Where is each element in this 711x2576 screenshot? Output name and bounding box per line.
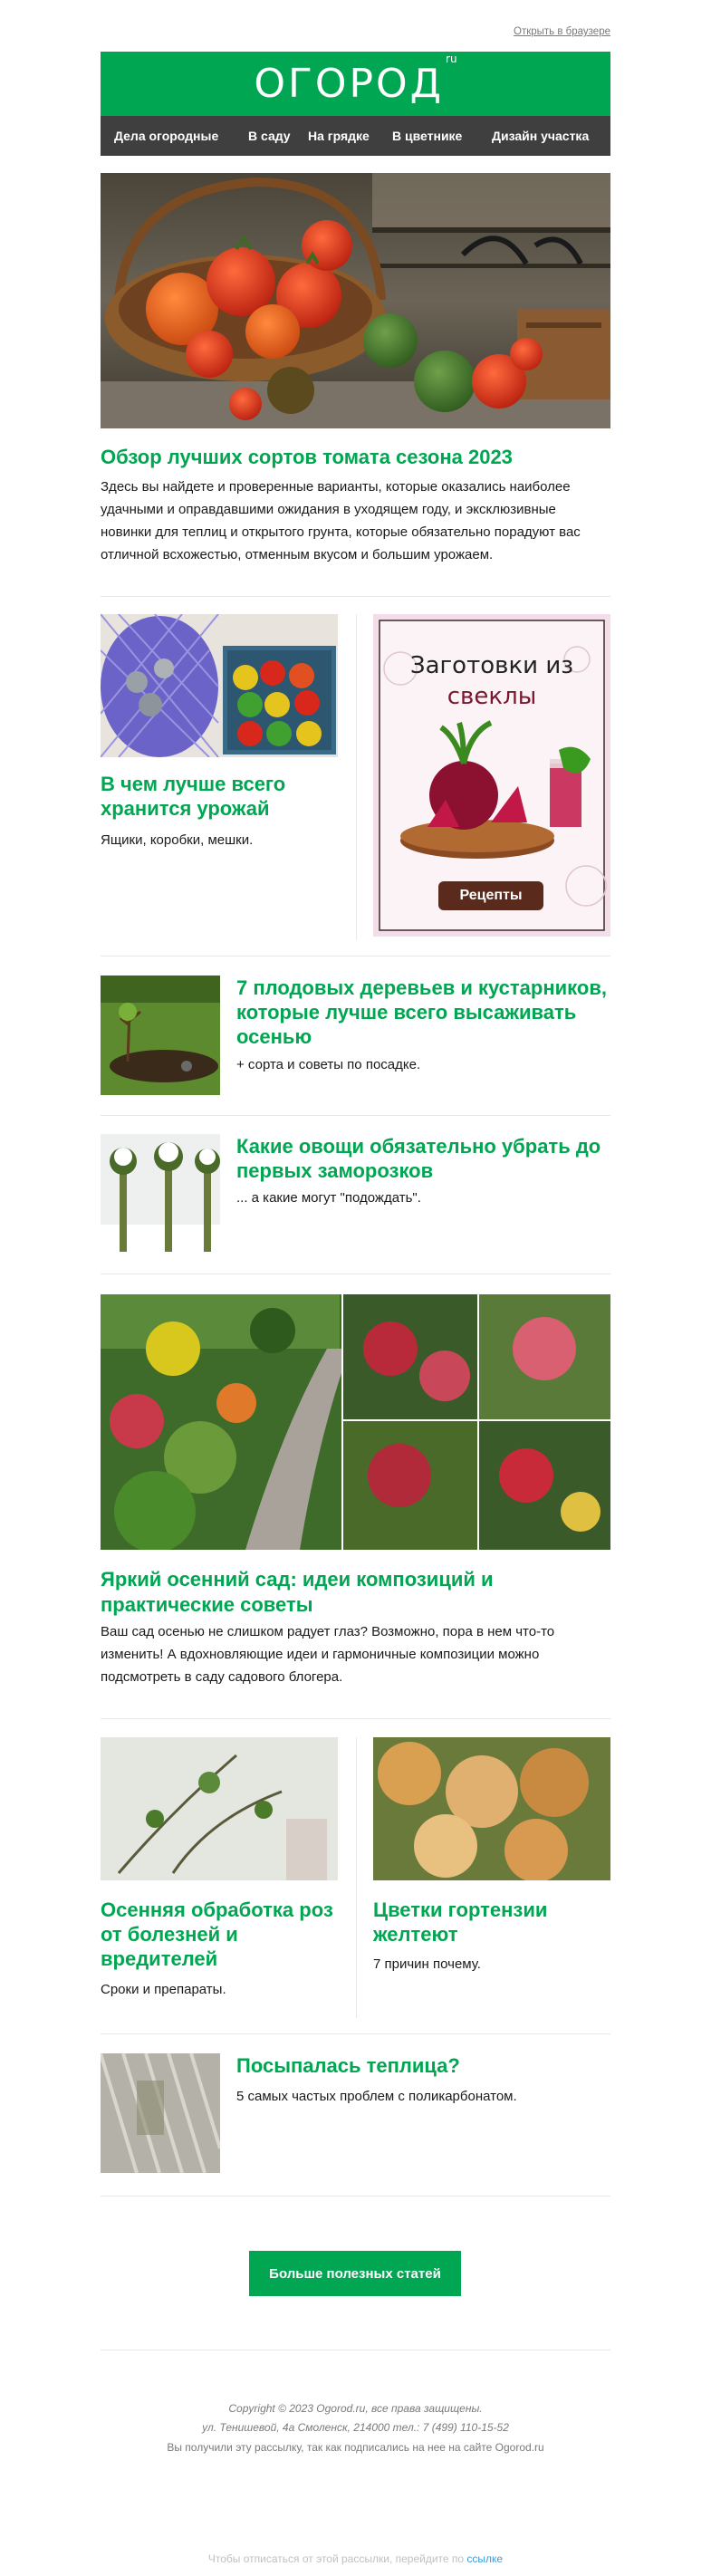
logo-sup: ru [446, 52, 457, 65]
veggies-title[interactable]: Какие овощи обязательно убрать до первых заморозков [236, 1135, 601, 1182]
open-in-browser-link[interactable]: Открыть в браузере [514, 26, 610, 37]
footer-reason: Вы получили эту рассылку, так как подписались на нее на сайте Ogorod.ru [167, 2441, 544, 2454]
footer-copyright: Copyright © 2023 Ogorod.ru, все права защищены. [228, 2402, 483, 2415]
divider [101, 596, 610, 597]
roses-title[interactable]: Осенняя обработка роз от болезней и вредителей [101, 1898, 333, 1970]
hydrangea-text: 7 причин почему. [373, 1956, 481, 1972]
logo-text: ОГОРОД [254, 60, 445, 107]
divider [101, 1718, 610, 1719]
roses-image[interactable] [101, 1737, 338, 1880]
garden-text: Ваш сад осенью не слишком радует глаз? Возможно, пора в нем что-то изменить! А вдохновляющие идеи и гармоничные композиции можно подсмотреть в саду садового блогера. [101, 1624, 555, 1685]
ad-title-line2: свеклы [447, 683, 537, 710]
nav-item-na-gryadke[interactable]: На грядке [308, 129, 370, 143]
column-divider [356, 1737, 357, 2018]
footer-unsubscribe [0, 2552, 711, 2565]
ad-beet-banner[interactable] [373, 614, 610, 937]
trees-text: + сорта и советы по посадке. [236, 1057, 421, 1072]
garden-title[interactable]: Яркий осенний сад: идеи композиций и практические советы [101, 1568, 494, 1616]
header-banner [101, 52, 610, 116]
veggies-image[interactable] [101, 1134, 220, 1254]
storage-text: Ящики, коробки, мешки. [101, 832, 254, 848]
column-divider [356, 614, 357, 940]
hydrangea-image[interactable] [373, 1737, 610, 1880]
divider [101, 1115, 610, 1116]
divider [101, 2033, 610, 2034]
hero-text: Здесь вы найдете и проверенные варианты, которые оказались наиболее удачными и оправдавшими ожидания в уходящем году, и эксклюзивные новинки для теплиц и открытого грунта, которые обязательно порадуют вас отличной всхожестью, отменным вкусом и большим урожаем. [101, 479, 581, 562]
nav-item-dela[interactable]: Дела огородные [114, 129, 219, 143]
nav-item-v-sadu[interactable]: В саду [248, 129, 291, 143]
logo[interactable] [254, 52, 457, 107]
greenhouse-image[interactable] [101, 2053, 220, 2173]
storage-image[interactable] [101, 614, 338, 757]
unsubscribe-link[interactable]: ссылке [466, 2552, 504, 2565]
ad-title-line1: Заготовки из [409, 652, 574, 679]
greenhouse-title[interactable]: Посыпалась теплица? [236, 2054, 460, 2077]
nav-item-dizain[interactable]: Дизайн участка [492, 129, 590, 143]
ad-recipes-button[interactable]: Рецепты [438, 881, 543, 910]
hero-tomatoes-image[interactable] [101, 173, 610, 428]
main-nav [101, 116, 610, 156]
hydrangea-title[interactable]: Цветки гортензии желтеют [373, 1898, 548, 1946]
hero-title[interactable]: Обзор лучших сортов томата сезона 2023 [101, 446, 513, 468]
greenhouse-text: 5 самых частых проблем с поликарбонатом. [236, 2089, 517, 2104]
autumn-garden-image[interactable] [101, 1294, 610, 1550]
footer-address: ул. Тенишевой, 4а Смоленск, 214000 тел.: 7 (499) 110-15-52 [202, 2421, 509, 2434]
more-articles-button[interactable]: Больше полезных статей [249, 2251, 461, 2296]
storage-title[interactable]: В чем лучше всего хранится урожай [101, 773, 286, 820]
veggies-text: ... а какие могут "подождать". [236, 1190, 421, 1206]
nav-item-v-tsvetnike[interactable]: В цветнике [392, 129, 463, 143]
trees-title[interactable]: 7 плодовых деревьев и кустарников, которые лучше всего высаживать осенью [236, 976, 607, 1048]
trees-image[interactable] [101, 976, 220, 1095]
roses-text: Сроки и препараты. [101, 1982, 226, 1997]
unsubscribe-text: Чтобы отписаться от этой рассылки, перейдите по [207, 2552, 465, 2565]
